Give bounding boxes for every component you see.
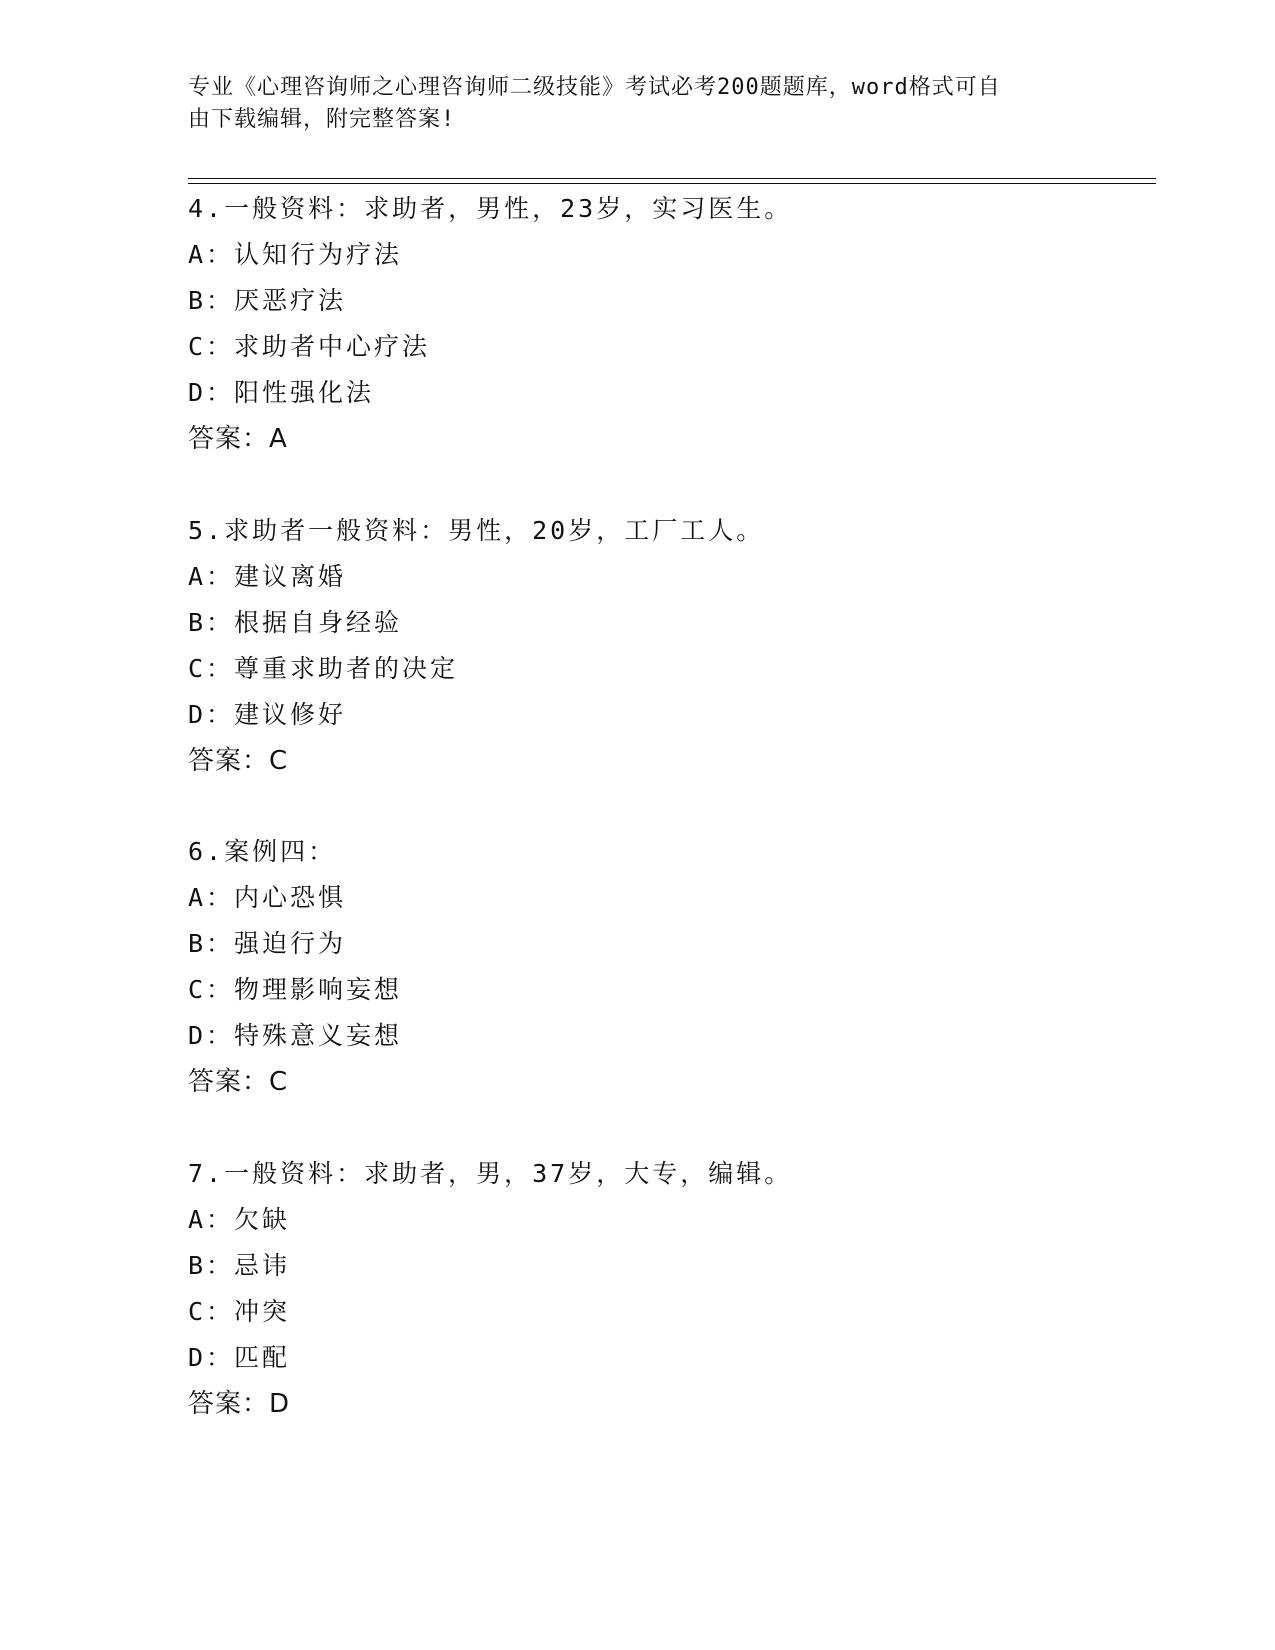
header-line-1: 专业《心理咨询师之心理咨询师二级技能》考试必考200题题库，word格式可自 [188,75,1001,100]
header-divider-bottom [188,183,1156,184]
document-header [188,72,1088,136]
question-stem: 4.一般资料：求助者，男性，23岁，实习医生。 [188,194,793,223]
question-stem: 7.一般资料：求助者，男，37岁，大专，编辑。 [188,1159,793,1188]
question-block [188,186,1138,462]
answer-label: 答案：D [188,1389,291,1419]
question-block [188,829,1138,1105]
option-b: B：厌恶疗法 [188,286,347,315]
option-b: B：强迫行为 [188,929,347,958]
option-b: B：忌讳 [188,1251,291,1280]
option-c: C：尊重求助者的决定 [188,654,459,683]
option-a: A：欠缺 [188,1205,291,1234]
question-stem: 6.案例四： [188,837,337,866]
question-block [188,508,1138,784]
option-a: A：建议离婚 [188,562,347,591]
option-c: C：冲突 [188,1297,291,1326]
option-d: D：匹配 [188,1343,291,1372]
option-b: B：根据自身经验 [188,608,403,637]
option-a: A：内心恐惧 [188,883,347,912]
answer-label: 答案：C [188,746,289,776]
option-a: A：认知行为疗法 [188,240,403,269]
question-stem: 5.求助者一般资料：男性，20岁，工厂工人。 [188,516,765,545]
answer-label: 答案：A [188,424,288,454]
header-divider-top [188,178,1156,179]
answer-label: 答案：C [188,1067,289,1097]
option-d: D：建议修好 [188,700,347,729]
option-c: C：物理影响妄想 [188,975,403,1004]
header-line-2: 由下载编辑，附完整答案! [188,107,456,132]
question-block [188,1151,1138,1427]
option-d: D：特殊意义妄想 [188,1021,403,1050]
option-c: C：求助者中心疗法 [188,332,431,361]
option-d: D：阳性强化法 [188,378,375,407]
